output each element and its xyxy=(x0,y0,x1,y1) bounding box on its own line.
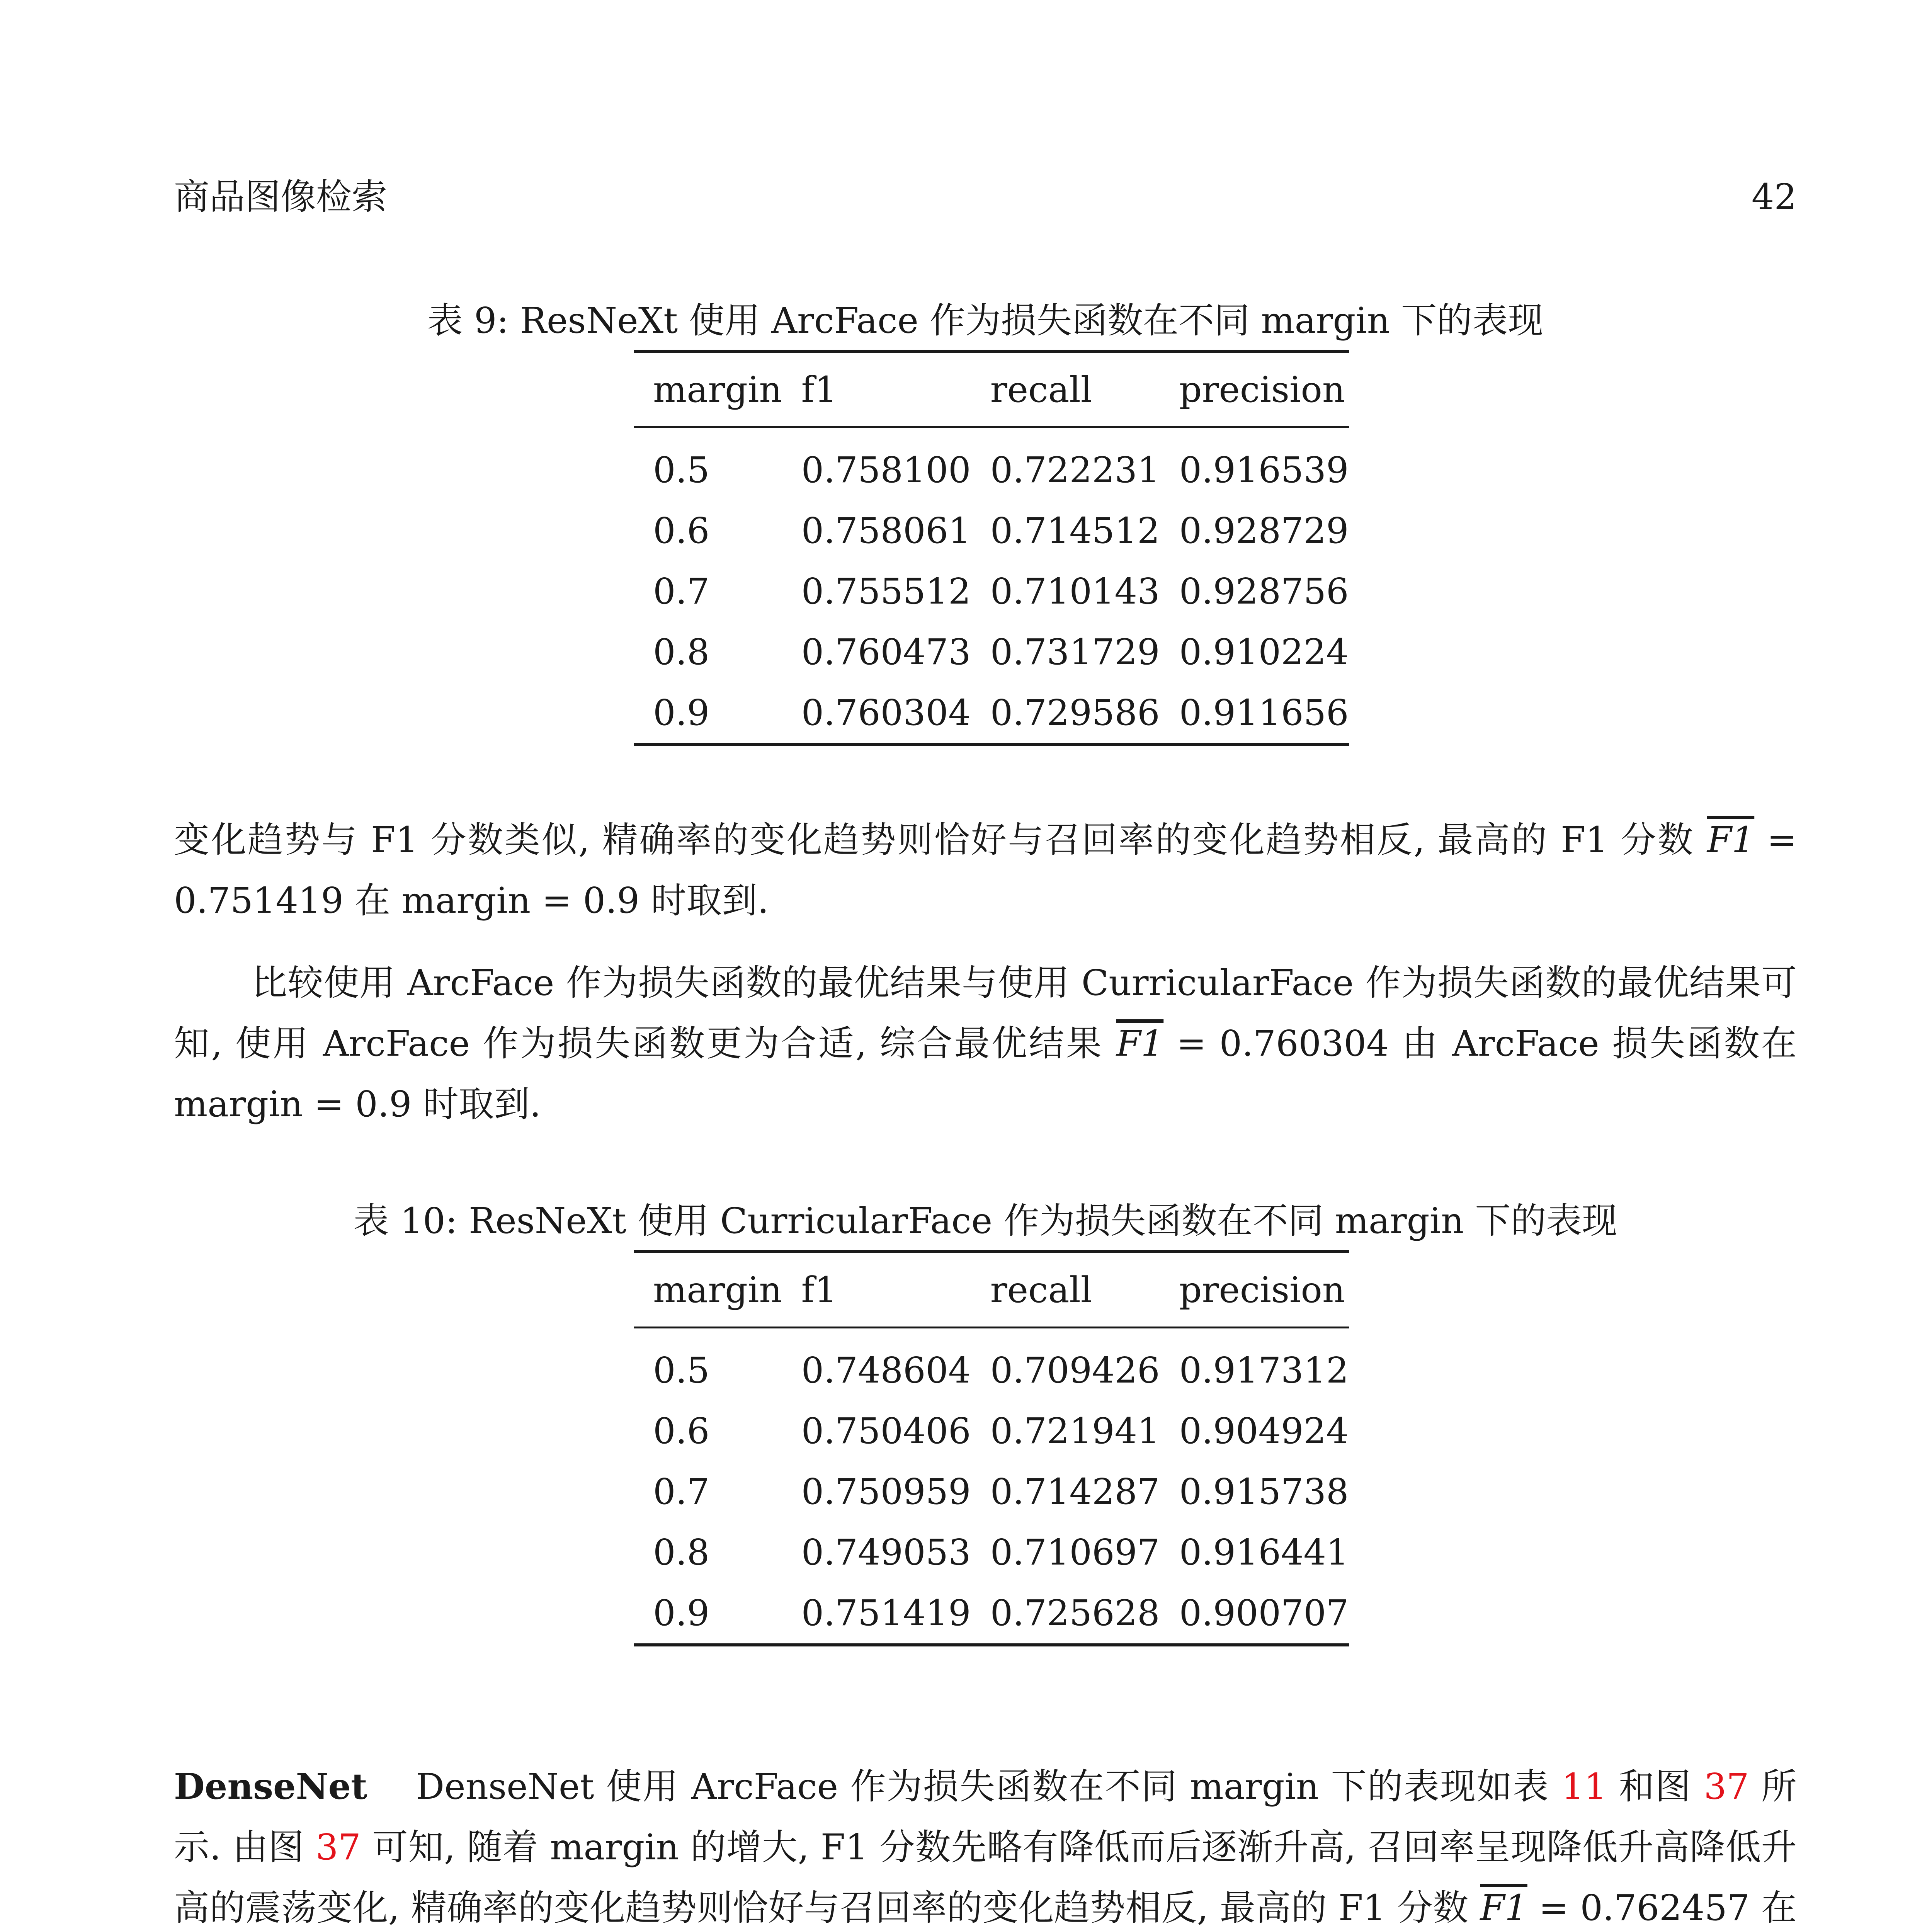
table-cell: 0.928756 xyxy=(1179,571,1349,612)
table-9-header-margin: margin xyxy=(653,369,782,410)
table-cell: 0.917312 xyxy=(1179,1350,1349,1391)
table-cell: 0.9 xyxy=(653,692,710,733)
paragraph-densenet-arcface xyxy=(174,1756,1797,1932)
table-cell: 0.729586 xyxy=(990,692,1160,733)
table-cell: 0.721941 xyxy=(990,1410,1160,1452)
table-cell: 0.714287 xyxy=(990,1471,1160,1512)
table-cell: 0.749053 xyxy=(801,1532,971,1573)
table-row xyxy=(634,1522,1349,1583)
figure-ref-link[interactable]: 37 xyxy=(315,1827,361,1868)
table-ref-link[interactable]: 11 xyxy=(1561,1766,1607,1807)
table-cell: 0.750406 xyxy=(801,1410,971,1452)
table-10-header-f1: f1 xyxy=(801,1269,837,1311)
table-cell: 0.7 xyxy=(653,571,710,612)
table-cell: 0.915738 xyxy=(1179,1471,1349,1512)
figure-ref-link[interactable]: 37 xyxy=(1704,1766,1749,1807)
running-title: 商品图像检索 xyxy=(174,176,388,218)
table-cell: 0.6 xyxy=(653,510,710,551)
table-row xyxy=(634,427,1349,501)
table-cell: 0.725628 xyxy=(990,1592,1160,1634)
table-9-header-f1: f1 xyxy=(801,369,837,410)
table-row xyxy=(634,561,1349,622)
table-cell: 0.6 xyxy=(653,1410,710,1452)
table-row xyxy=(634,622,1349,682)
table-cell: 0.5 xyxy=(653,1350,710,1391)
table-cell: 0.758061 xyxy=(801,510,971,551)
table-9-header-precision: precision xyxy=(1179,369,1345,410)
table-row xyxy=(634,1401,1349,1461)
table-cell: 0.758100 xyxy=(801,449,971,491)
table-10-header-recall: recall xyxy=(990,1269,1092,1311)
table-cell: 0.750959 xyxy=(801,1471,971,1512)
table-cell: 0.760304 xyxy=(801,692,971,733)
paragraph-text: 变化趋势与 F1 分数类似, 精确率的变化趋势则恰好与召回率的变化趋势相反, 最高的 F1 分数 xyxy=(174,819,1695,861)
f1-overline-symbol: F1 xyxy=(1707,819,1755,861)
f1-overline-symbol: F1 xyxy=(1480,1887,1527,1929)
paragraph-text: 可知, 随着 margin 的增大, F1 分数先略有降低而后逐渐升高, 召回率呈现降低升高降低升高的震荡变化, 精确率的变化趋势则恰好与召回率的变化趋势相反, 最高的 F1 分数 xyxy=(174,1827,1797,1929)
table-row xyxy=(634,1461,1349,1522)
table-cell: 0.916539 xyxy=(1179,449,1349,491)
table-9-caption: 表 9: ResNeXt 使用 ArcFace 作为损失函数在不同 margin 下的表现 xyxy=(427,300,1544,341)
table-10-caption: 表 10: ResNeXt 使用 CurricularFace 作为损失函数在不同 margin 下的表现 xyxy=(353,1200,1617,1242)
table-row xyxy=(634,1583,1349,1645)
table-row xyxy=(634,500,1349,561)
table-cell: 0.710697 xyxy=(990,1532,1160,1573)
table-10-header-precision: precision xyxy=(1179,1269,1345,1311)
table-cell: 0.760473 xyxy=(801,631,971,673)
f1-overline-symbol: F1 xyxy=(1116,1023,1164,1064)
table-cell: 0.7 xyxy=(653,1471,710,1512)
paragraph-text: = 0.762457 在 xyxy=(1539,1887,1797,1929)
table-cell: 0.710143 xyxy=(990,571,1160,612)
table-cell: 0.900707 xyxy=(1179,1592,1349,1634)
paragraph-1 xyxy=(174,810,1797,931)
table-cell: 0.748604 xyxy=(801,1350,971,1391)
table-cell: 0.916441 xyxy=(1179,1532,1349,1573)
table-cell: 0.9 xyxy=(653,1592,710,1634)
table-cell: 0.755512 xyxy=(801,571,971,612)
table-cell: 0.928729 xyxy=(1179,510,1349,551)
table-cell: 0.8 xyxy=(653,631,710,673)
table-cell: 0.722231 xyxy=(990,449,1160,491)
section-heading: DenseNet xyxy=(174,1765,367,1807)
page-header xyxy=(174,170,1797,224)
table-cell: 0.709426 xyxy=(990,1350,1160,1391)
table-10-header-margin: margin xyxy=(653,1269,782,1311)
table-cell: 0.714512 xyxy=(990,510,1160,551)
table-row xyxy=(634,1328,1349,1401)
paragraph-text: 比较使用 ArcFace 作为损失函数的最优结果与使用 CurricularFace 作为损失函数的最优结果可知, 使用 ArcFace 作为损失函数更为合适, 综合最优结果 xyxy=(174,962,1797,1064)
table-cell: 0.911656 xyxy=(1179,692,1349,733)
table-10 xyxy=(634,1250,1349,1646)
table-cell: 0.904924 xyxy=(1179,1410,1349,1452)
table-cell: 0.8 xyxy=(653,1532,710,1573)
table-cell: 0.910224 xyxy=(1179,631,1349,673)
paragraph-2 xyxy=(174,952,1797,1134)
table-9-header-recall: recall xyxy=(990,369,1092,410)
table-9 xyxy=(634,350,1349,746)
page-number: 42 xyxy=(1751,176,1797,218)
table-cell: 0.5 xyxy=(653,449,710,491)
table-cell: 0.731729 xyxy=(990,631,1160,673)
table-cell: 0.751419 xyxy=(801,1592,971,1634)
paragraph-text: 所示. 由图 xyxy=(174,1766,1797,1868)
paragraph-text: 和图 xyxy=(1607,1766,1704,1807)
paragraph-text: = 0.751419 在 margin = 0.9 时取到. xyxy=(174,819,1797,921)
paragraph-text: DenseNet 使用 ArcFace 作为损失函数在不同 margin 下的表现如表 xyxy=(416,1766,1562,1807)
table-row xyxy=(634,682,1349,745)
paragraph-text: = 0.760304 由 ArcFace 损失函数在 margin = 0.9 时取到. xyxy=(174,1023,1797,1125)
